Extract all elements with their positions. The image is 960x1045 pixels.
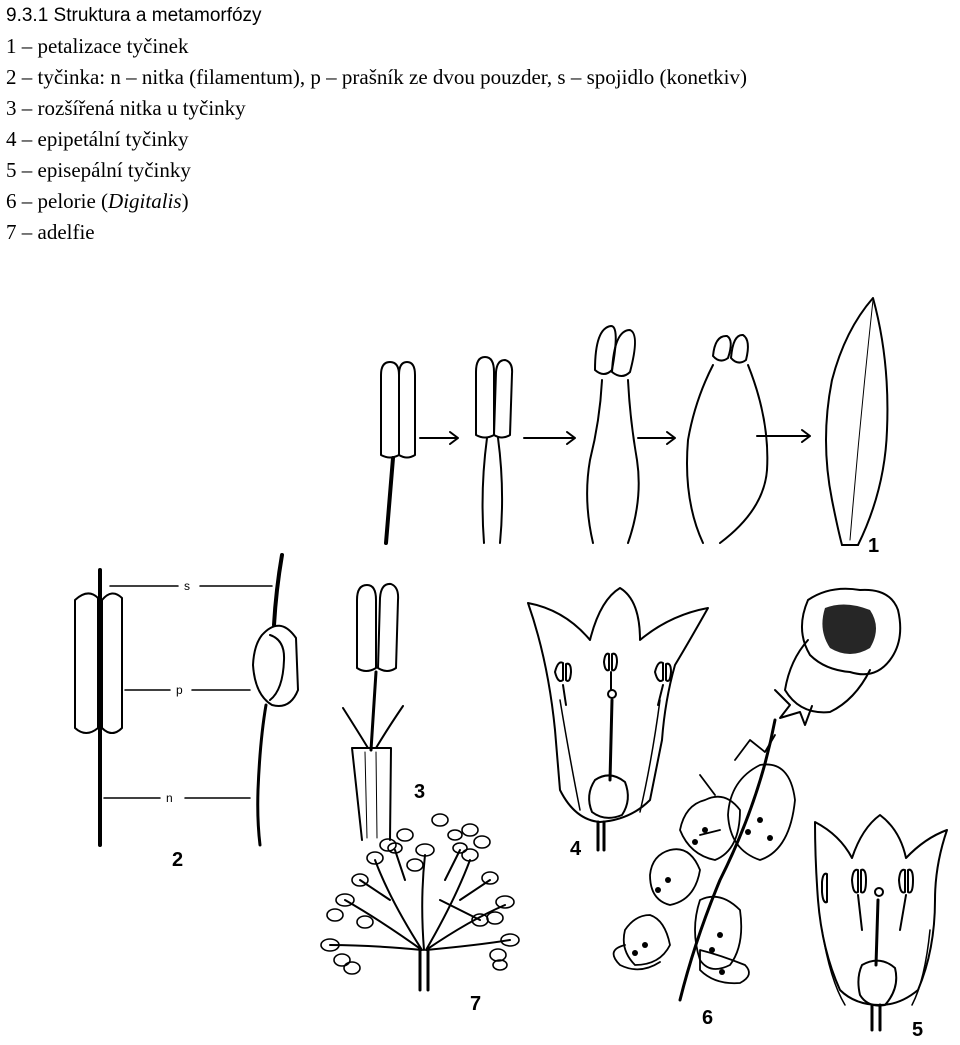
figure-1-petalization (381, 298, 887, 545)
figure-3-widened-filament (343, 584, 403, 840)
digitalis-side-flowers (614, 735, 795, 983)
figure-3-label: 3 (414, 781, 426, 803)
figure-2-stamen-anatomy (75, 555, 298, 845)
figure-7-adelphy (321, 814, 519, 990)
label-n-nitka: n (166, 791, 173, 805)
stamen-stage-1 (381, 362, 415, 543)
arrow-3 (638, 432, 675, 444)
label-lines (104, 586, 272, 798)
label-s-spojidlo: s (184, 579, 190, 593)
legend-item-6-suffix: ) (181, 189, 189, 213)
stamen-side-view (253, 555, 298, 845)
figure-6-label: 6 (702, 1007, 714, 1029)
label-p-prasnik: p (176, 683, 183, 697)
legend-item-7: 7 – adelfie (6, 220, 95, 244)
stamen-front-view (75, 570, 122, 845)
legend-item-2: 2 – tyčinka: n – nitka (filamentum), p – prašník ze dvou pouzder, s – spojidlo (konetkiv) (6, 65, 748, 89)
legend-item-1: 1 – petalizace tyčinek (6, 34, 189, 58)
stamen-stage-2 (476, 357, 512, 543)
stamen-stage-4 (687, 335, 767, 543)
arrow-1 (420, 432, 458, 444)
figure-6-digitalis-peloria (614, 589, 901, 1000)
figure-4-label: 4 (570, 838, 582, 860)
legend-heading: 9.3.1 Struktura a metamorfózy (6, 5, 262, 26)
figure-2-label: 2 (172, 849, 184, 871)
figure-4-epipetalous-flower (528, 588, 708, 850)
figure-1-label: 1 (868, 535, 880, 557)
legend-item-3: 3 – rozšířená nitka u tyčinky (6, 96, 246, 120)
petal-stage-5 (826, 298, 887, 545)
legend-item-4: 4 – epipetální tyčinky (6, 127, 189, 151)
figure-5-episepalous-flower (815, 815, 947, 1030)
legend-item-6-prefix: 6 – pelorie ( (6, 189, 109, 213)
arrow-2 (524, 432, 575, 444)
legend-item-5: 5 – episepální tyčinky (6, 158, 191, 182)
legend-item-6-italic: Digitalis (108, 189, 182, 213)
stamen-stage-3 (587, 326, 639, 543)
figure-5-label: 5 (912, 1019, 924, 1041)
figure-7-label: 7 (470, 993, 482, 1015)
